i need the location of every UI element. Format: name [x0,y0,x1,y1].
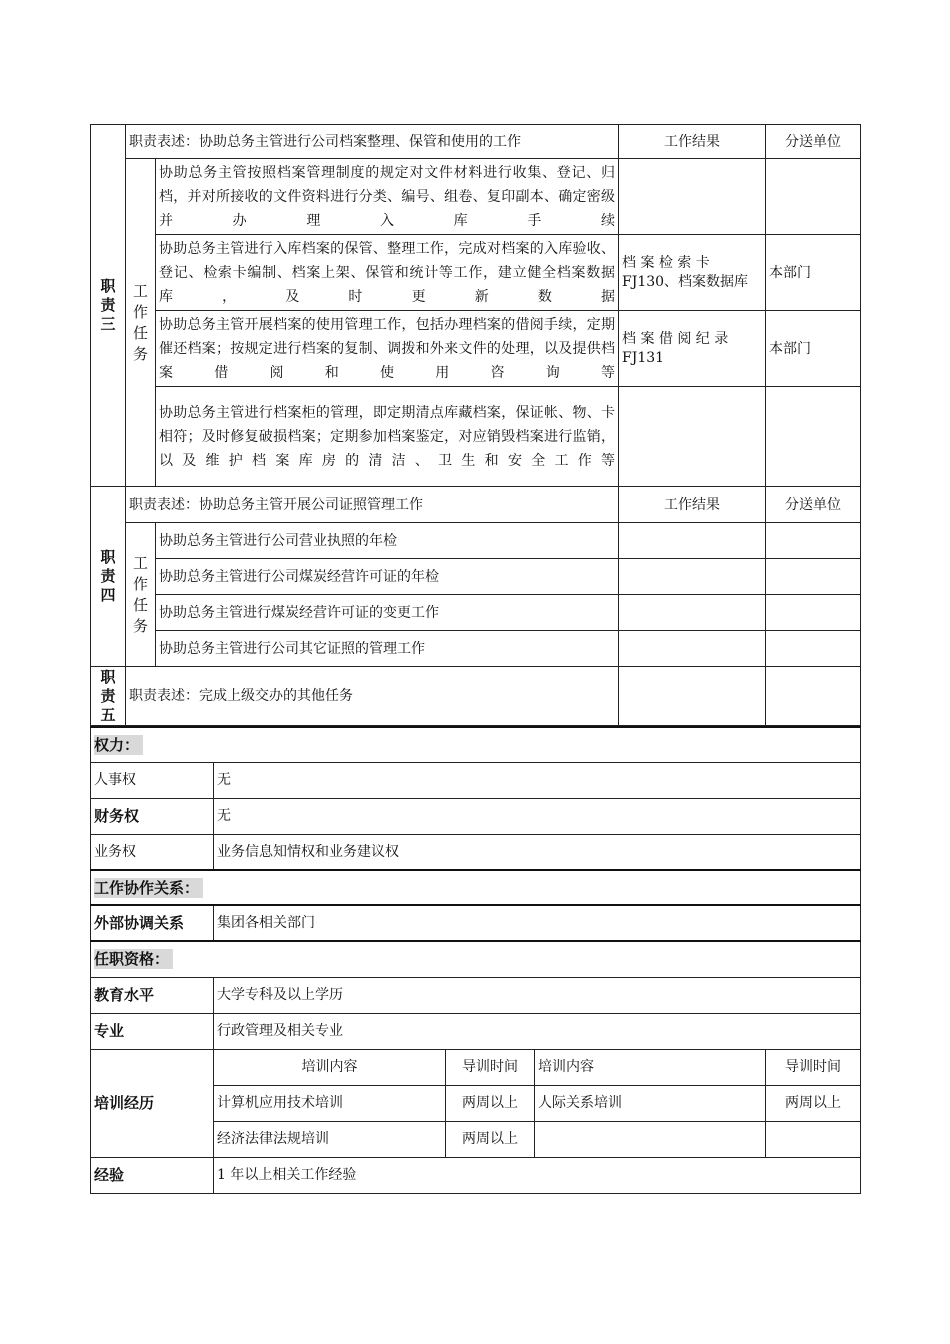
training-row2-content-2 [535,1121,766,1157]
duty4-result-header: 工作结果 [619,487,766,523]
duty5-label: 职 责 五 [91,667,126,726]
duty5-dest [766,667,861,726]
duty3-task-2: 协助总务主管进行入库档案的保管、整理工作，完成对档案的入库验收、登记、检索卡编制、档案上架、保管和统计等工作，建立健全档案数据库，及时更新数据 [156,235,619,311]
duty4-task-1-dest [766,523,861,559]
education-label: 教育水平 [91,977,214,1013]
duty5-statement: 职责表述：完成上级交办的其他任务 [126,667,619,726]
duty3-result-header: 工作结果 [619,125,766,159]
duty5-result [619,667,766,726]
duty4-task-4: 协助总务主管进行公司其它证照的管理工作 [156,631,619,667]
duty4-task-3: 协助总务主管进行煤炭经营许可证的变更工作 [156,595,619,631]
training-row2-time-2 [766,1121,861,1157]
cooperation-value: 集团各相关部门 [214,905,861,941]
duty4-task-4-dest [766,631,861,667]
duty3-task-4-result [619,387,766,487]
training-header-time-2: 导训时间 [766,1049,861,1085]
training-row1-content-1: 计算机应用技术培训 [214,1085,446,1121]
duty3-task-2-result: 档 案 检 索 卡 FJ130、档案数据库 [619,235,766,311]
duty3-task-3: 协助总务主管开展档案的使用管理工作，包括办理档案的借阅手续，定期催还档案；按规定进行档案的复制、调拨和外来文件的处理，以及提供档案借阅和使用咨询等 [156,311,619,387]
duty4-task-1-result [619,523,766,559]
training-row2-content-1: 经济法律法规培训 [214,1121,446,1157]
duty3-dest-header: 分送单位 [766,125,861,159]
duty3-label: 职 责 三 [91,125,126,487]
training-header-content-1: 培训内容 [214,1049,446,1085]
duty3-task-3-result: 档 案 借 阅 纪 录 FJ131 [619,311,766,387]
authority-personnel-label: 人事权 [91,762,214,798]
training-label: 培训经历 [91,1049,214,1157]
cooperation-header: 工作协作关系： [91,870,861,905]
authority-personnel-value: 无 [214,762,861,798]
duty4-statement: 职责表述：协助总务主管开展公司证照管理工作 [126,487,619,523]
training-row1-time-1: 两周以上 [446,1085,535,1121]
experience-value: 1 年以上相关工作经验 [214,1157,861,1193]
training-header-content-2: 培训内容 [535,1049,766,1085]
authority-finance-value: 无 [214,798,861,834]
duty4-task-3-dest [766,595,861,631]
duty4-task-4-result [619,631,766,667]
duty4-task-2: 协助总务主管进行公司煤炭经营许可证的年检 [156,559,619,595]
duty4-task-1: 协助总务主管进行公司营业执照的年检 [156,523,619,559]
duty4-label: 职 责 四 [91,487,126,667]
duty4-task-3-result [619,595,766,631]
authority-finance-label: 财务权 [91,798,214,834]
education-value: 大学专科及以上学历 [214,977,861,1013]
duty3-task-1-dest [766,159,861,235]
duty3-task-1-result [619,159,766,235]
duty4-dest-header: 分送单位 [766,487,861,523]
qualification-header: 任职资格： [91,941,861,977]
experience-label: 经验 [91,1157,214,1193]
cooperation-label: 外部协调关系 [91,905,214,941]
duty4-task-2-result [619,559,766,595]
major-label: 专业 [91,1013,214,1049]
duty3-task-4: 协助总务主管进行档案柜的管理，即定期清点库藏档案，保证帐、物、卡相符；及时修复破损档案；定期参加档案鉴定，对应销毁档案进行监销，以及维护档案库房的清洁、卫生和安全工作等 [156,387,619,487]
duty3-task-2-dest: 本部门 [766,235,861,311]
duties-table [90,124,861,726]
authority-business-value: 业务信息知情权和业务建议权 [214,834,861,870]
major-value: 行政管理及相关专业 [214,1013,861,1049]
duty3-task-4-dest [766,387,861,487]
authority-business-label: 业务权 [91,834,214,870]
duty3-statement: 职责表述：协助总务主管进行公司档案整理、保管和使用的工作 [126,125,619,159]
training-row2-time-1: 两周以上 [446,1121,535,1157]
duty3-task-3-dest: 本部门 [766,311,861,387]
duty3-task-1: 协助总务主管按照档案管理制度的规定对文件材料进行收集、登记、归档，并对所接收的文件资料进行分类、编号、组卷、复印副本、确定密级并办理入库手续 [156,159,619,235]
duty4-task-label: 工 作 任 务 [126,523,156,667]
training-row1-time-2: 两周以上 [766,1085,861,1121]
training-header-time-1: 导训时间 [446,1049,535,1085]
authority-header: 权力： [91,727,861,762]
duty4-task-2-dest [766,559,861,595]
qualification-table [90,726,861,1194]
training-row1-content-2: 人际关系培训 [535,1085,766,1121]
duty3-task-label: 工 作 任 务 [126,159,156,487]
job-description-page [90,124,860,1194]
